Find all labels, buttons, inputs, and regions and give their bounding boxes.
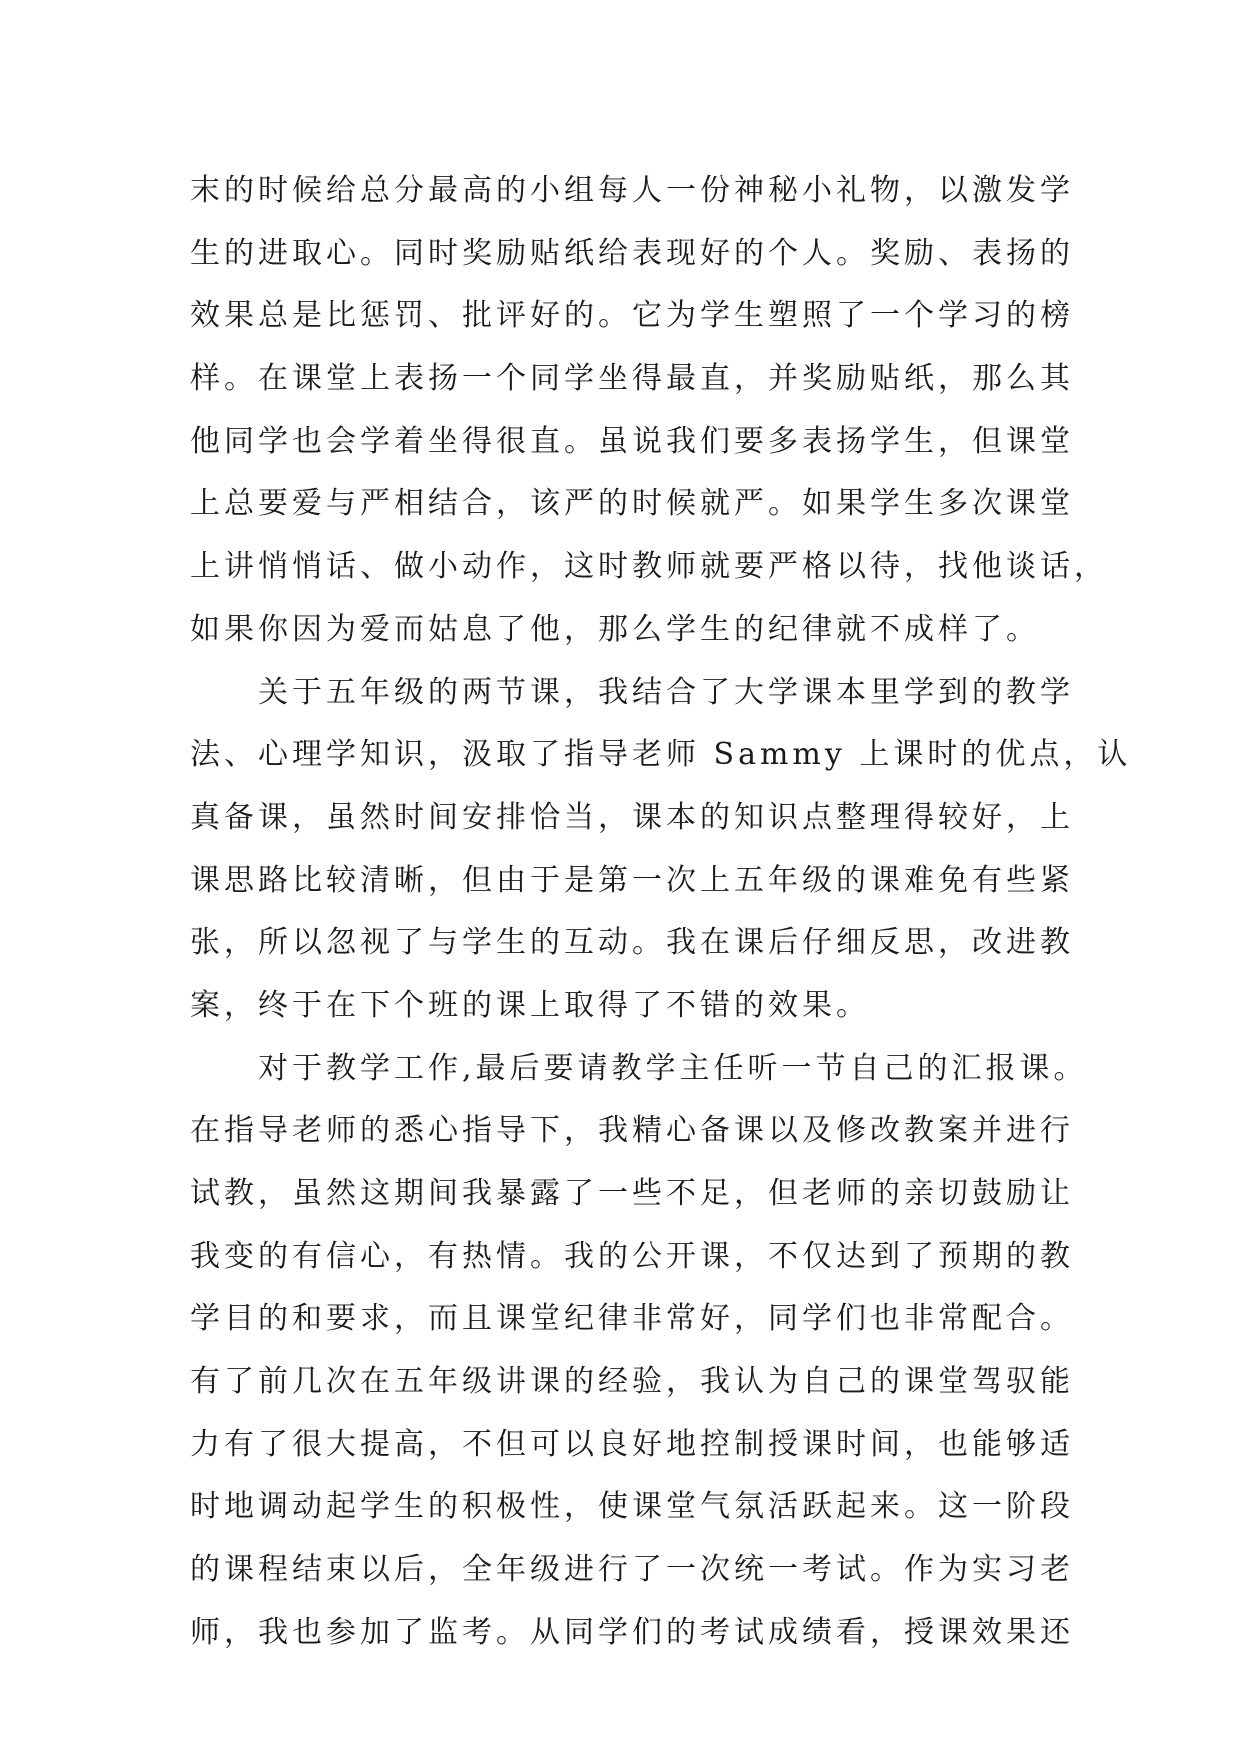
text-line: 样。在课堂上表扬一个同学坐得最直，并奖励贴纸，那么其 [190, 361, 1074, 397]
text-line: 学目的和要求，而且课堂纪律非常好，同学们也非常配合。 [190, 1301, 1074, 1337]
body-text [190, 160, 1132, 1665]
text-line: 课思路比较清晰，但由于是第一次上五年级的课难免有些紧 [190, 862, 1074, 898]
text-line: 如果你因为爱而姑息了他，那么学生的纪律就不成样了。 [190, 611, 1040, 647]
text-line: 上总要爱与严相结合，该严的时候就严。如果学生多次课堂 [190, 486, 1074, 522]
text-line: 生的进取心。同时奖励贴纸给表现好的个人。奖励、表扬的 [190, 235, 1074, 271]
text-line: 试教，虽然这期间我暴露了一些不足，但老师的亲切鼓励让 [190, 1176, 1074, 1211]
text-line: 力有了很大提高，不但可以良好地控制授课时间，也能够适 [190, 1426, 1074, 1462]
text-line: 上讲悄悄话、做小动作，这时教师就要严格以待，找他谈话， [190, 549, 1108, 585]
paragraph-start-line: 对于教学工作,最后要请教学主任听一节自己的汇报课。 [190, 1050, 1088, 1086]
text-line: 张，所以忽视了与学生的互动。我在课后仔细反思，改进教 [190, 925, 1074, 961]
text-line: 法、心理学知识，汲取了指导老师 Sammy 上课时的优点，认 [190, 737, 1132, 773]
text-line: 他同学也会学着坐得很直。虽说我们要多表扬学生，但课堂 [190, 423, 1074, 459]
text-line: 在指导老师的悉心指导下，我精心备课以及修改教案并进行 [190, 1113, 1074, 1149]
text-line: 效果总是比惩罚、批评好的。它为学生塑照了一个学习的榜 [190, 298, 1074, 334]
text-line: 时地调动起学生的积极性，使课堂气氛活跃起来。这一阶段 [190, 1489, 1074, 1525]
text-line: 我变的有信心，有热情。我的公开课，不仅达到了预期的教 [190, 1238, 1074, 1274]
text-line: 真备课，虽然时间安排恰当，课本的知识点整理得较好，上 [190, 799, 1074, 835]
text-line: 有了前几次在五年级讲课的经验，我认为自己的课堂驾驭能 [190, 1364, 1074, 1400]
text-line: 案，终于在下个班的课上取得了不错的效果。 [190, 987, 870, 1023]
text-line: 的课程结束以后，全年级进行了一次统一考试。作为实习老 [190, 1552, 1074, 1588]
text-line: 末的时候给总分最高的小组每人一份神秘小礼物，以激发学 [190, 173, 1074, 208]
text-line: 师，我也参加了监考。从同学们的考试成绩看，授课效果还 [190, 1614, 1074, 1650]
paragraph-start-line: 关于五年级的两节课，我结合了大学课本里学到的教学 [190, 674, 1074, 710]
